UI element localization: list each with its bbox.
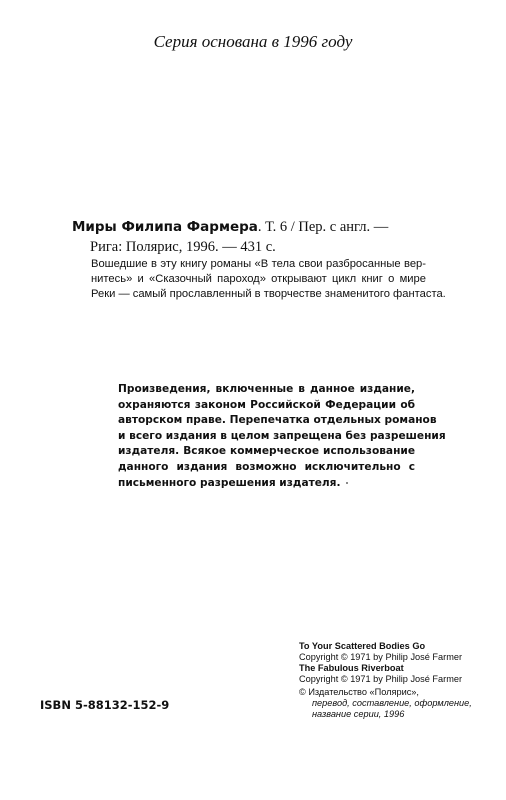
legal-line: письменного разрешения издателя. (118, 476, 341, 489)
work-1-title: To Your Scattered Bodies Go (299, 641, 426, 651)
isbn-number: ISBN 5-88132-152-9 (40, 698, 170, 712)
legal-line: данного издания возможно исключительно с (118, 460, 415, 473)
print-speck (346, 482, 348, 484)
legal-line: издателя. Всякое коммерческое использование (118, 445, 415, 458)
bib-line-1 (72, 217, 442, 237)
publisher-copyright (299, 687, 479, 720)
publisher-detail-2: название серии, 1996 (312, 709, 405, 719)
bib-publisher-line: Рига: Полярис, 1996. — 431 с. (90, 239, 276, 255)
legal-line: Произведения, включенные в данное издание, (118, 383, 415, 395)
legal-notice (118, 382, 446, 491)
publisher-line: © Издательство «Полярис», (299, 687, 419, 697)
bibliographic-record (72, 217, 442, 257)
series-founded-line: Серия основана в 1996 году (153, 32, 353, 51)
legal-line: и всего издания в целом запрещена без разрешения (118, 429, 446, 442)
annotation-line: нитесь» и «Сказочный пароход» открывают цикл книг о мире (91, 273, 426, 285)
annotation-line: Реки — самый прославленный в творчестве знаменитого фантаста. (91, 288, 446, 300)
legal-line: охраняются законом Российской Федерации об (118, 398, 415, 411)
annotation-paragraph (91, 257, 446, 302)
work-2-title: The Fabulous Riverboat (299, 663, 404, 673)
work-2-copyright: Copyright © 1971 by Philip José Farmer (299, 674, 463, 684)
work-1-copyright: Copyright © 1971 by Philip José Farmer (299, 652, 463, 662)
bib-volume-translation: . Т. 6 / Пер. с англ. — (257, 219, 389, 235)
publisher-detail-1: перевод, составление, оформление, (312, 698, 472, 708)
legal-line: авторском праве. Перепечатка отдельных романов (118, 414, 437, 427)
copyright-block (299, 641, 479, 720)
book-series-title: Миры Филипа Фармера (72, 219, 258, 235)
annotation-line: Вошедшие в эту книгу романы «В тела свои разбросанные вер- (91, 258, 426, 270)
